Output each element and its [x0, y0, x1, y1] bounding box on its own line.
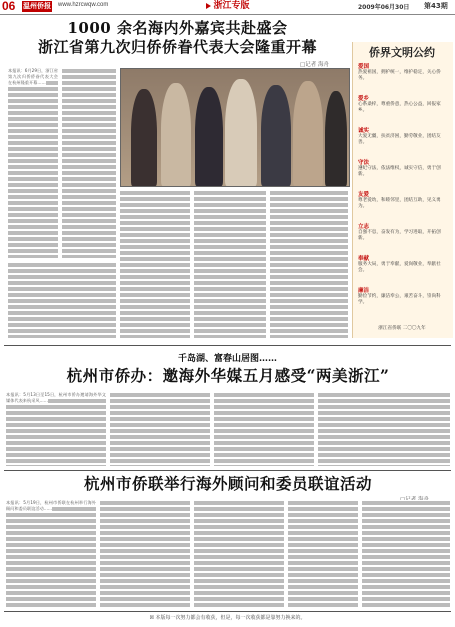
story1-column-4 — [194, 190, 266, 338]
section-title-text: 浙江专版 — [213, 1, 250, 11]
story3-column-3 — [194, 500, 284, 608]
story1-column-2 — [62, 68, 116, 258]
story1-column-1b — [8, 262, 116, 338]
story3-column-5 — [362, 500, 450, 608]
clause-label: 奉献 — [358, 256, 370, 262]
story3-headline: 杭州市侨联举行海外顾问和委员联谊活动 — [83, 474, 372, 493]
story2-column-4 — [318, 392, 450, 466]
footer-note: ☒ 本版每一次努力都会有收获，但是，每一次收获都是靠努力换来的。 — [149, 615, 306, 621]
clause-label: 爱国 — [358, 64, 370, 70]
issue-date: 2009年06月30日 — [358, 4, 410, 11]
sidebar-clauses — [352, 62, 452, 324]
story1-column-5 — [270, 190, 348, 338]
divider — [4, 611, 451, 612]
story1-column-1: 本报讯：6月29日，浙江省第九次归侨侨眷代表大会在杭州隆重开幕…… — [8, 68, 58, 258]
story2-subheadline: 千岛湖、富春山居图…… — [177, 354, 277, 364]
story3-column-2 — [100, 500, 190, 608]
issue-number: 第43期 — [424, 2, 448, 10]
clause-text: 心系桑梓，尊重侨意，热心公益，回报家乡。 — [358, 102, 441, 114]
story1-byline: □记者 海舟 — [300, 62, 329, 68]
story1-headline-line2: 浙江省第九次归侨侨眷代表大会隆重开幕 — [37, 38, 317, 56]
story3-column-4 — [288, 500, 358, 608]
story1-photo — [120, 68, 350, 187]
clause-text: 服务大局，勇于奉献，爱岗敬业，奉献社会。 — [358, 262, 441, 274]
clause-text: 尊老爱幼，和睦邻里，团结互助，见义勇为。 — [358, 198, 441, 210]
clause-text: 自强不息，奋发有为，学习进取，开拓创新。 — [358, 230, 441, 242]
clause-text: 热爱祖国，拥护统一，维护稳定，关心侨务。 — [358, 70, 441, 82]
clause-label: 守法 — [358, 160, 370, 166]
clause-text: 遵纪守法，依法维权，诚实守信，勇于创新。 — [358, 166, 441, 178]
clause-label: 友爱 — [358, 192, 370, 198]
story2-headline: 杭州市侨办：邀海外华媒五月感受“两美浙江” — [66, 366, 390, 385]
triangle-icon — [206, 3, 211, 9]
story1-headline-line1: 1000 余名海内外嘉宾共赴盛会 — [67, 19, 288, 37]
story2-column-1: 本报讯：5月13日至15日，杭州市侨办邀请海外华文媒体代表来杭采风…… — [6, 392, 106, 466]
clause-label: 立志 — [358, 224, 370, 230]
clause-text: 大爱无疆，扶贫济困，勤劳敬业，团结友善。 — [358, 134, 441, 146]
story3-column-1: 本报讯：5月19日，杭州市侨联在杭州举行海外顾问和委员联谊活动…… — [6, 500, 96, 608]
clause-label: 廉洁 — [358, 288, 370, 294]
paper-logo: 温州侨报 — [23, 2, 51, 10]
story1-column-3 — [120, 190, 190, 338]
clause-text: 勤俭节约，廉洁奉公，艰苦奋斗，崇尚科学。 — [358, 294, 441, 306]
page-number: 06 — [2, 0, 16, 13]
clause-label: 诚实 — [358, 128, 370, 134]
story2-column-2 — [110, 392, 210, 466]
sidebar-title: 侨界文明公约 — [369, 46, 435, 59]
story2-column-3 — [214, 392, 314, 466]
paper-url[interactable]: www.hzrcwqw.com — [58, 2, 109, 8]
divider — [4, 470, 451, 471]
divider — [4, 345, 451, 346]
sidebar-footer: 浙江省侨联 二〇〇九年 — [378, 326, 426, 331]
section-title — [190, 0, 266, 13]
clause-label: 爱乡 — [358, 96, 370, 102]
